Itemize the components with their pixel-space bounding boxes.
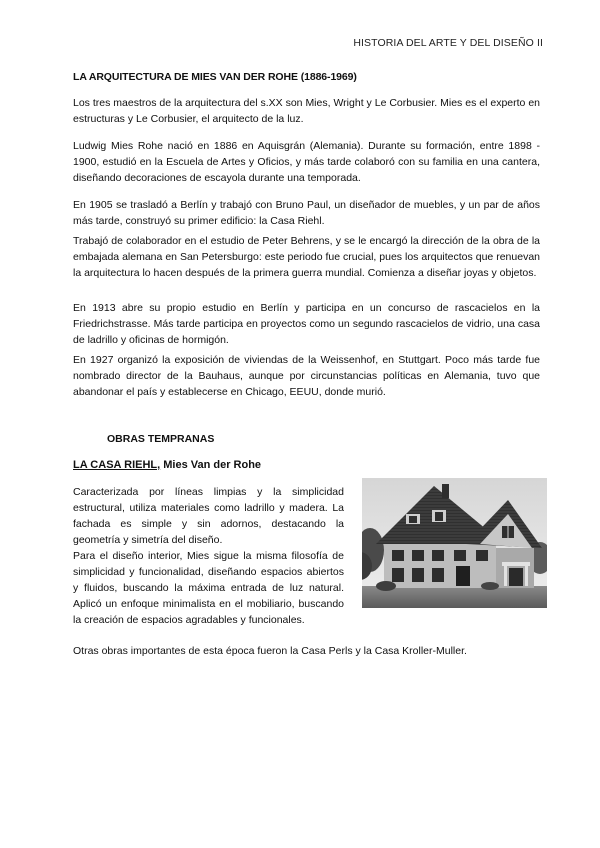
running-header: HISTORIA DEL ARTE Y DEL DISEÑO II (353, 37, 543, 49)
paragraph-behrens: Trabajó de colaborador en el estudio de Peter Behrens, y se le encargó la dirección de la obra de la embajada alemana en San Petersburgo: este periodo fue crucial, pues los arquitectos que renuevan la arquitectura lo hacen después de la primera guerra mundial. Comienza a diseñar joyas y objetos. (73, 235, 540, 279)
work-description (73, 484, 344, 628)
paragraph-studio: En 1913 abre su propio estudio en Berlín y participa en un concurso de rascacielos en la Friedrichstrasse. Más tarde participa en proyectos como un segundo rascacielos de vidrio, una casa de ladrillo y oficinas de hormigón. (73, 302, 540, 346)
paragraph-early-life: Ludwig Mies Rohe nació en 1886 en Aquisgrán (Alemania). Durante su formación, entre 1898 - 1900, estudió en la Escuela de Artes y Oficios, y más tarde colaboró con su familia en una cantera, diseñando decoraciones de escayola durante una temporada. (73, 140, 540, 184)
paragraph-weissenhof: En 1927 organizó la exposición de viviendas de la Weissenhof, en Stuttgart. Poco más tarde fue nombrado director de la Bauhaus, aunque por circunstancias políticas en Alemania, tuvo que abandonar el país y establecerse en Chicago, EEUU, donde murió. (73, 354, 540, 398)
work-author: Mies Van der Rohe (160, 459, 262, 471)
work-description-exterior: Caracterizada por líneas limpias y la simplicidad estructural, utiliza materiales como ladrillo y madera. La fachada es simple y sin adornos, destacando la geometría y simetría del diseño. (73, 486, 344, 546)
work-heading (73, 459, 261, 471)
work-name: LA CASA RIEHL, (73, 459, 161, 471)
house-photo-icon (362, 478, 547, 608)
work-description-interior: Para el diseño interior, Mies sigue la misma filosofía de simplicidad y funcionalidad, diseñando espacios abiertos y fluidos, buscando la máxima entrada de luz natural. Aplicó un enfoque minimalista en el mobiliario, buscando la creación de espacios agradables y funcionales. (73, 550, 344, 626)
article-title: LA ARQUITECTURA DE MIES VAN DER ROHE (1886-1969) (73, 71, 357, 83)
closing-paragraph: Otras obras importantes de esta época fueron la Casa Perls y la Casa Kroller-Muller. (73, 645, 467, 657)
section-heading-early-works: OBRAS TEMPRANAS (107, 433, 215, 445)
paragraph-berlin: En 1905 se trasladó a Berlín y trabajó con Bruno Paul, un diseñador de muebles, y un par de años más tarde, construyó su primer edificio: la Casa Riehl. (73, 199, 540, 227)
paragraph-intro: Los tres maestros de la arquitectura del s.XX son Mies, Wright y Le Corbusier. Mies es el experto en estructuras y Le Corbusier, el arquitecto de la luz. (73, 97, 540, 125)
